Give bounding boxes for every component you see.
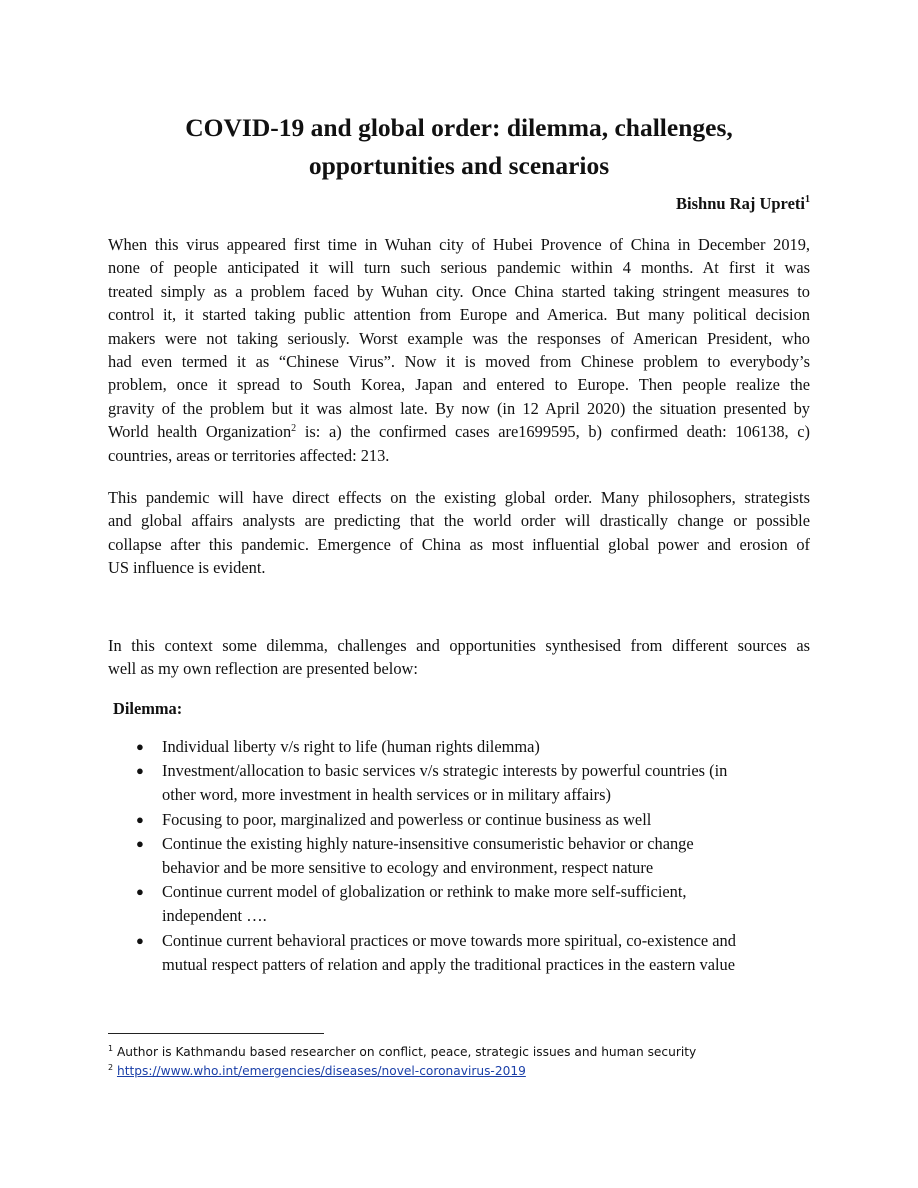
dilemma-list <box>108 735 810 977</box>
dilemma-item-line: Continue the existing highly nature-insensitive consumeristic behavior or change <box>162 833 694 853</box>
who-coronavirus-link[interactable]: https://www.who.int/emergencies/diseases/novel-coronavirus-2019 <box>116 1064 526 1078</box>
paragraph-line: In this context some dilemma, challenges and opportunities synthesised from different sources as <box>108 636 810 655</box>
dilemma-item-line: Investment/allocation to basic services v/s strategic interests by powerful countries (in <box>162 761 728 781</box>
dilemma-item-line: Individual liberty v/s right to life (human rights dilemma) <box>162 737 540 756</box>
dilemma-item <box>108 735 810 759</box>
global-order-paragraph <box>108 486 810 580</box>
dilemma-item-line: other word, more investment in health services or in military affairs) <box>162 785 611 805</box>
paragraph-line: gravity of the problem but it was almost late. By now (in 12 April 2020) the situation presented by <box>108 398 810 418</box>
paragraph-line: treated simply as a problem faced by Wuhan city. Once China started taking stringent measures to <box>108 281 810 301</box>
dilemma-item-line: Continue current model of globalization or rethink to make more self-sufficient, <box>162 882 687 902</box>
dilemma-item-line: Focusing to poor, marginalized and powerless or continue business as well <box>162 809 652 829</box>
paragraph-line: control it, it started taking public attention from Europe and America. But many political decision <box>108 305 810 325</box>
bullet-icon: ● <box>136 763 144 779</box>
paragraph-line: countries, areas or territories affected: 213. <box>108 445 390 465</box>
bullet-icon: ● <box>136 811 144 827</box>
title-line-1: COVID-19 and global order: dilemma, challenges, <box>185 113 733 142</box>
footnote-separator <box>108 1033 324 1034</box>
dilemma-item <box>108 759 810 807</box>
footnotes <box>108 1043 810 1081</box>
paragraph-line: When this virus appeared first time in Wuhan city of Hubei Provence of China in December 2019, <box>108 235 810 254</box>
bullet-icon: ● <box>136 739 144 754</box>
paragraph-line: collapse after this pandemic. Emergence of China as most influential global power and erosion of <box>108 534 810 554</box>
footnote-1-text: Author is Kathmandu based researcher on conflict, peace, strategic issues and human security <box>113 1045 697 1059</box>
dilemma-item <box>108 832 810 880</box>
paragraph-line-with-footnote <box>108 420 810 443</box>
paragraph-line: This pandemic will have direct effects on the existing global order. Many philosophers, strategists <box>108 488 810 507</box>
paragraph-line: well as my own reflection are presented below: <box>108 659 418 679</box>
dilemma-item <box>108 929 810 977</box>
dilemma-item-line: independent …. <box>162 906 267 926</box>
bullet-icon: ● <box>136 932 144 948</box>
paragraph-text: World health Organization <box>108 422 292 442</box>
dilemma-item <box>108 808 810 832</box>
paragraph-text: is: a) the confirmed cases are1699595, b) confirmed death: 106138, c) <box>296 422 810 442</box>
footnote-mark-2[interactable]: 2 <box>291 423 297 435</box>
paragraph-line: had even termed it as “Chinese Virus”. Now it is moved from Chinese problem to everybody’s <box>108 352 810 372</box>
footnote-1-mark: 1 <box>108 1044 114 1053</box>
document-title <box>108 109 810 185</box>
bullet-icon: ● <box>136 884 144 900</box>
paragraph-line: US influence is evident. <box>108 558 266 578</box>
paragraph-line: and global affairs analysts are predicting that the world order will drastically change or possible <box>108 511 810 531</box>
context-paragraph <box>108 634 810 681</box>
paragraph-line: makers were not taking seriously. Worst example was the responses of American President, who <box>108 328 810 348</box>
author-footnote-mark[interactable]: 1 <box>805 194 810 205</box>
footnote-2 <box>108 1062 810 1081</box>
dilemma-heading: Dilemma: <box>113 699 183 718</box>
dilemma-item-line: mutual respect patters of relation and apply the traditional practices in the eastern value <box>162 954 735 974</box>
footnote-1 <box>108 1043 810 1062</box>
footnote-2-mark: 2 <box>108 1063 114 1072</box>
dilemma-item-line: Continue current behavioral practices or move towards more spiritual, co-existence and <box>162 930 736 950</box>
title-line-2: opportunities and scenarios <box>308 151 610 180</box>
dilemma-item-line: behavior and be more sensitive to ecology and environment, respect nature <box>162 858 654 878</box>
intro-paragraph <box>108 233 810 467</box>
bullet-icon: ● <box>136 835 144 851</box>
author-byline <box>676 193 810 215</box>
paragraph-line: none of people anticipated it will turn such serious pandemic within 4 months. At first it was <box>108 258 810 278</box>
dilemma-item <box>108 880 810 928</box>
paragraph-line: problem, once it spread to South Korea, Japan and entered to Europe. Then people realize the <box>108 375 810 395</box>
author-name: Bishnu Raj Upreti <box>676 194 805 213</box>
